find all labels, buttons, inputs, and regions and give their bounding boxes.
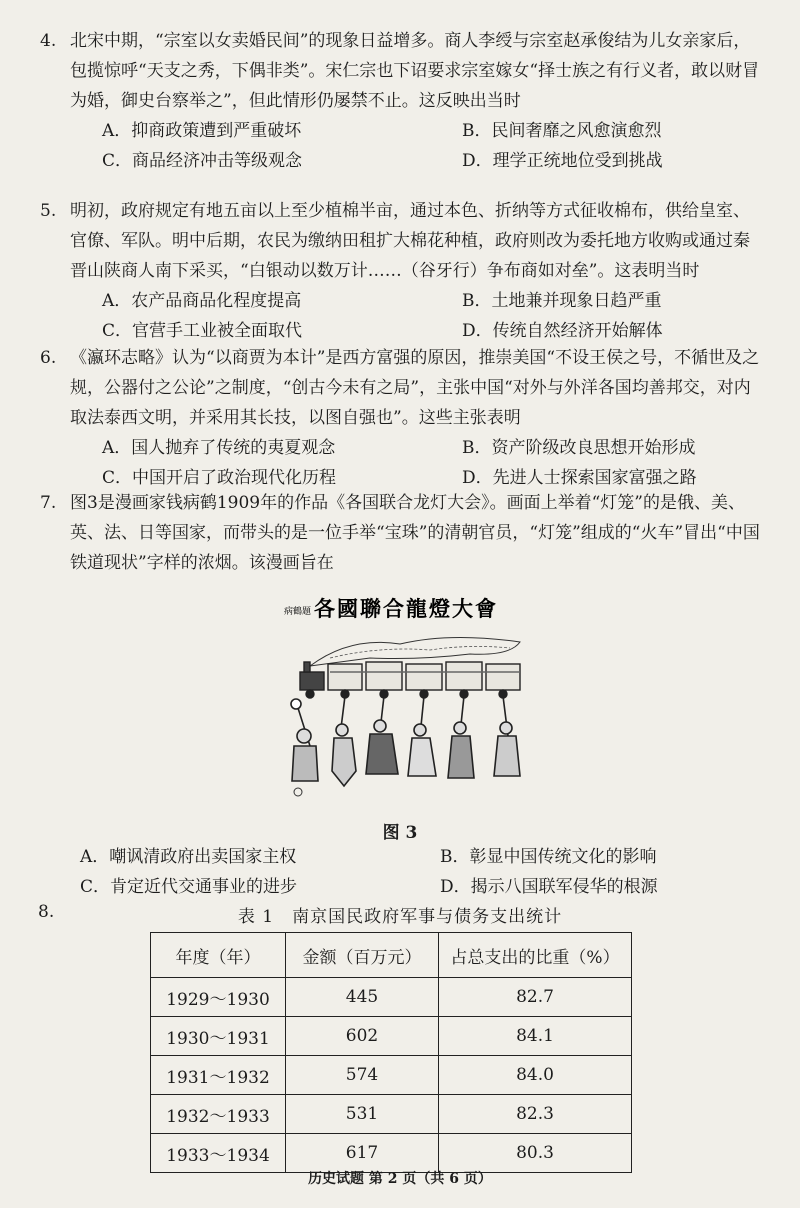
option-a[interactable]: A．农产品商品化程度提高 [102,291,302,311]
option-b[interactable]: B．土地兼并现象日趋严重 [462,291,662,311]
question-7 [40,488,760,578]
lantern-bearers [291,696,520,786]
table-row [151,1056,632,1095]
question-stem: 图3是漫画家钱病鹤1909年的作品《各国联合龙灯大会》。画面上举着“灯笼”的是俄、美、英、法、日等国家，而带头的是一位手举“宝珠”的清朝官员，“灯笼”组成的“火车”冒出“中国铁道现状”字样的浓烟。该漫画旨在 [70,493,760,573]
cell-amount: 574 [286,1056,439,1095]
option-a[interactable]: A．国人抛弃了传统的夷夏观念 [102,438,336,458]
cell-share: 84.0 [439,1056,632,1095]
cell-amount: 617 [286,1134,439,1173]
table-row [151,1095,632,1134]
question-8-number: 8. [38,902,55,922]
cell-amount: 531 [286,1095,439,1134]
cartoon-banner: 各國聯合龍燈大會 [314,596,498,621]
question-6 [40,343,760,493]
cell-year: 1930～1931 [151,1017,286,1056]
option-b[interactable]: B．民间奢靡之风愈演愈烈 [462,121,662,141]
question-stem: 明初，政府规定有地五亩以上至少植棉半亩，通过本色、折纳等方式征收棉布，供给皇室、官僚、军队。明中后期，农民为缴纳田租扩大棉花种植，政府则改为委托地方收购或通过秦晋山陕商人南下采买，“白银动以数万计……（谷牙行）争布商如对垒”。这表明当时 [70,201,750,281]
question-number: 6. [40,348,57,368]
option-c[interactable]: C．肯定近代交通事业的进步 [80,877,298,897]
signature-text: 病鶴題 [284,607,312,617]
question-4 [40,26,760,176]
cartoon-illustration [270,596,538,801]
option-b[interactable]: B．资产阶级改良思想开始形成 [462,438,696,458]
option-c[interactable]: C．中国开启了政治现代化历程 [102,468,337,488]
option-c[interactable]: C．商品经济冲击等级观念 [102,151,303,171]
expenditure-table [150,932,632,1173]
cell-amount: 602 [286,1017,439,1056]
cartoon-figure [270,596,538,801]
page-footer: 历史试题 第 2 页（共 6 页） [308,1171,492,1187]
table-row [151,978,632,1017]
train-shape [300,662,520,698]
option-d[interactable]: D．传统自然经济开始解体 [462,321,663,341]
question-number: 5. [40,201,57,221]
header-share: 占总支出的比重（%） [439,933,632,978]
option-a[interactable]: A．嘲讽清政府出卖国家主权 [80,847,297,867]
options [102,433,760,493]
cell-amount: 445 [286,978,439,1017]
option-d[interactable]: D．揭示八国联军侵华的根源 [440,877,658,897]
cell-year: 1933～1934 [151,1134,286,1173]
smoke-lines [330,646,510,658]
question-7-options [80,842,770,902]
cell-share: 84.1 [439,1017,632,1056]
options [102,286,760,346]
option-a[interactable]: A．抑商政策遭到严重破坏 [102,121,302,141]
question-number: 4. [40,31,57,51]
cell-share: 80.3 [439,1134,632,1173]
question-5 [40,196,760,346]
smoke-shape [310,637,520,666]
option-d[interactable]: D．理学正统地位受到挑战 [462,151,663,171]
option-b[interactable]: B．彰显中国传统文化的影响 [440,847,657,867]
question-number: 7. [40,493,57,513]
question-stem: 北宋中期，“宗室以女卖婚民间”的现象日益增多。商人李绶与宗室赵承俊结为儿女亲家后，包揽惊呼“天支之秀，下偶非类”。宋仁宗也下诏要求宗室嫁女“择士族之有行义者，敢以财冒为婚，御史台察举之”，但此情形仍屡禁不止。这反映出当时 [70,31,760,111]
cell-year: 1932～1933 [151,1095,286,1134]
table-row [151,1134,632,1173]
option-d[interactable]: D．先进人士探索国家富强之路 [462,468,697,488]
cell-year: 1929～1930 [151,978,286,1017]
table-header-row [151,933,632,978]
header-year: 年度（年） [151,933,286,978]
option-c[interactable]: C．官营手工业被全面取代 [102,321,303,341]
header-amount: 金额（百万元） [286,933,439,978]
table-row [151,1017,632,1056]
question-stem: 《瀛环志略》认为“以商贾为本计”是西方富强的原因，推崇美国“不设王侯之号，不循世及之规，公器付之公论”之制度，“创古今未有之局”，主张中国“对外与外洋各国均善邦交，对内取法泰西文明，并采用其长技，以图自强也”。这些主张表明 [70,348,760,428]
cell-year: 1931～1932 [151,1056,286,1095]
figure-caption: 图 3 [382,823,418,843]
cell-share: 82.3 [439,1095,632,1134]
artist-seal-icon [294,788,302,796]
table-title: 表 1 南京国民政府军事与债务支出统计 [237,907,563,927]
cell-share: 82.7 [439,978,632,1017]
options [102,116,760,176]
